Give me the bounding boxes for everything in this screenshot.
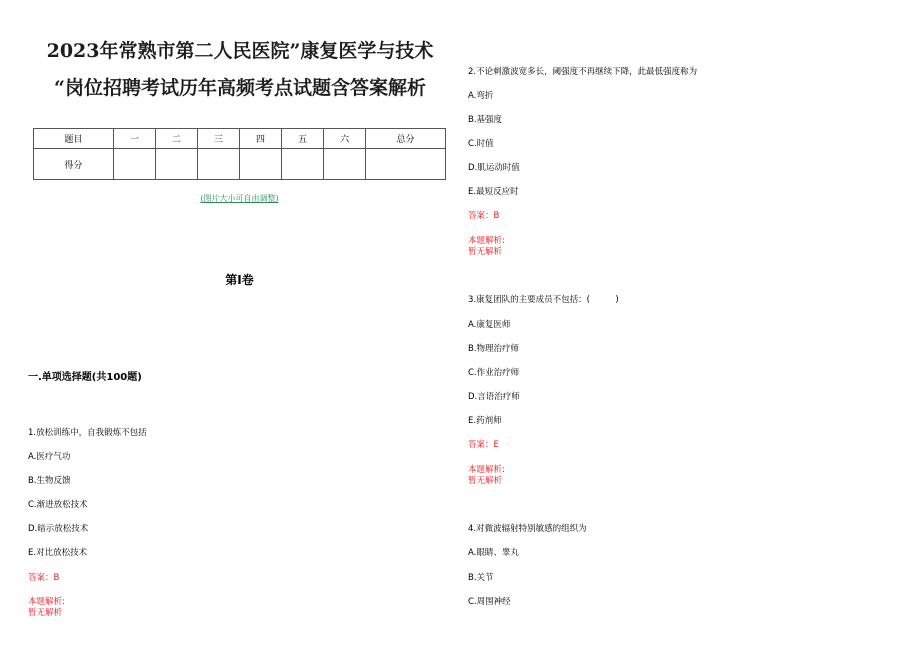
- score-cell: [366, 149, 446, 180]
- answer-prefix: 答案：: [468, 440, 494, 450]
- question-option: C.周围神经: [468, 597, 511, 607]
- question-stem: 3.康复团队的主要成员不包括：( ): [468, 295, 619, 305]
- question-option: C.作业治疗师: [468, 368, 520, 378]
- score-header-cell: 总分: [366, 129, 446, 149]
- score-header-cell: 一: [113, 129, 155, 149]
- document-title-line-1: 2023年常熟市第二人民医院”康复医学与技术: [46, 40, 434, 62]
- question-option: B.关节: [468, 573, 494, 583]
- score-cell: [324, 149, 366, 180]
- document-title-line-2: “岗位招聘考试历年高频考点试题含答案解析: [54, 77, 426, 99]
- score-header-cell: 题目: [34, 129, 114, 149]
- question-stem: 2.不论刺激波宽多长，阈强度不再继续下降，此最低强度称为: [468, 67, 698, 77]
- score-cell: [113, 149, 155, 180]
- score-cell: [155, 149, 197, 180]
- score-cell: [197, 149, 239, 180]
- question-option: B.生物反馈: [28, 476, 71, 486]
- score-cell: [282, 149, 324, 180]
- answer-line: [468, 209, 499, 221]
- question-option: D.言语治疗师: [468, 392, 520, 402]
- question-option: A.眼睛、睾丸: [468, 548, 519, 558]
- question-option: A.弯折: [468, 91, 494, 101]
- analysis-text: 暂无解析: [468, 247, 503, 257]
- score-table: [33, 128, 446, 180]
- section-title: 一.单项选择题(共100题): [28, 372, 142, 383]
- question-option: B.物理治疗师: [468, 344, 520, 354]
- image-caption-link[interactable]: (图片大小可自由调整): [200, 194, 279, 203]
- score-header-cell: 六: [324, 129, 366, 149]
- analysis-label: 本题解析:: [28, 597, 65, 607]
- score-header-cell: 四: [239, 129, 281, 149]
- answer-value: E: [493, 440, 499, 450]
- answer-value: B: [53, 573, 60, 583]
- answer-prefix: 答案：: [28, 573, 54, 583]
- analysis-label: 本题解析:: [468, 465, 505, 475]
- score-cell: [239, 149, 281, 180]
- question-option: C.时值: [468, 139, 494, 149]
- question-option: D.肌运动时值: [468, 163, 520, 173]
- volume-label: 第Ⅰ卷: [225, 273, 254, 287]
- analysis-text: 暂无解析: [28, 608, 63, 618]
- question-stem: 4.对微波辐射特别敏感的组织为: [468, 524, 587, 534]
- question-option: E.药剂师: [468, 416, 502, 426]
- question-stem: 1.放松训练中，自我锻炼不包括: [28, 428, 147, 438]
- question-option: E.对比放松技术: [28, 548, 88, 558]
- score-header-cell: 二: [155, 129, 197, 149]
- answer-prefix: 答案：: [468, 211, 494, 221]
- score-header-cell: 五: [282, 129, 324, 149]
- score-header-cell: 三: [197, 129, 239, 149]
- answer-line: [468, 438, 499, 450]
- answer-value: B: [493, 211, 500, 221]
- question-option: B.基强度: [468, 115, 503, 125]
- question-option: A.医疗气功: [28, 452, 71, 462]
- analysis-text: 暂无解析: [468, 476, 503, 486]
- analysis-label: 本题解析:: [468, 236, 505, 246]
- answer-line: [28, 571, 59, 583]
- question-option: E.最短反应时: [468, 187, 519, 197]
- question-option: C.渐进放松技术: [28, 500, 88, 510]
- question-option: A.康复医师: [468, 320, 511, 330]
- score-row-label: 得分: [34, 149, 114, 180]
- question-option: D.暗示放松技术: [28, 524, 89, 534]
